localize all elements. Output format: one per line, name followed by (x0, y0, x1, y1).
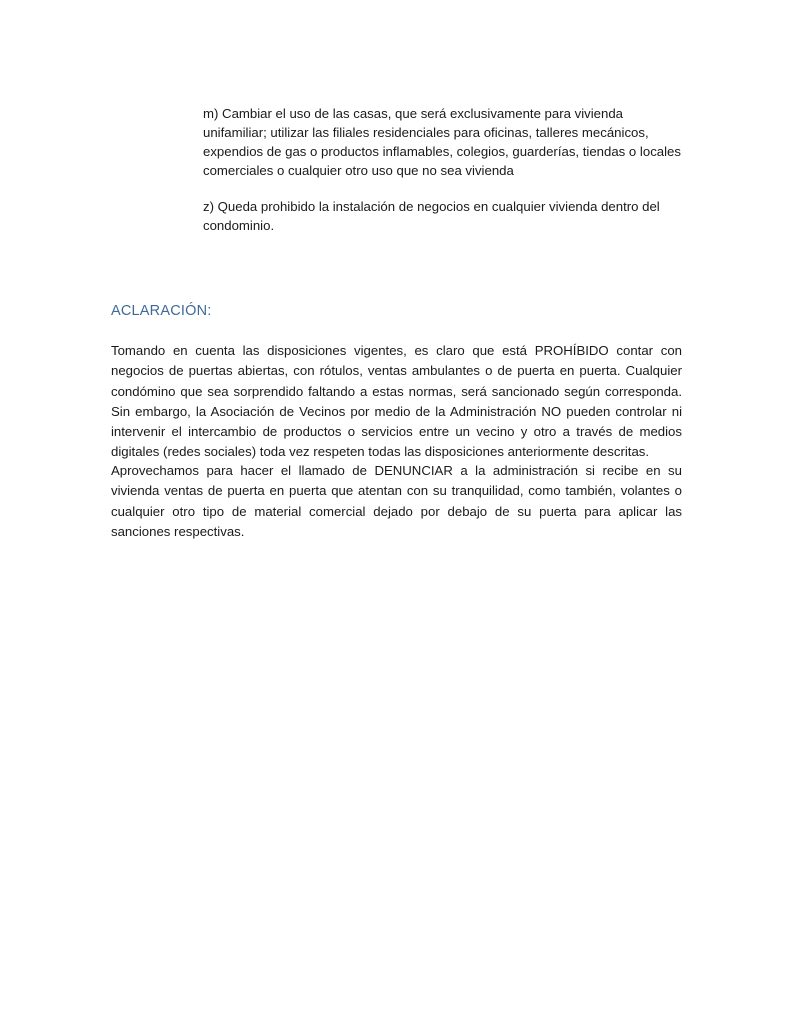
paragraph-aclaracion: Tomando en cuenta las disposiciones vigentes, es claro que está PROHÍBIDO contar con negocios de puertas abiertas, con rótulos, ventas ambulantes o de puerta en puerta. Cualquier condómino que sea sorprendido faltando a estas normas, será sancionado según corresponda. Sin embargo, la Asociación de Vecinos por medio de la Administración NO pueden controlar ni intervenir el intercambio de productos o servicios entre un vecino y otro a través de medios digitales (redes sociales) toda vez respeten todas las disposiciones anteriormente descritas. (111, 343, 682, 460)
paragraph-denunciar: Aprovechamos para hacer el llamado de DENUNCIAR a la administración si recibe en su vivienda ventas de puerta en puerta que atentan con su tranquilidad, como también, volantes o cualquier otro tipo de material comercial dejado por debajo de su puerta para aplicar las sanciones respectivas. (111, 463, 682, 539)
section-heading: ACLARACIÓN: (111, 303, 212, 319)
clause-m: m) Cambiar el uso de las casas, que será exclusivamente para vivienda unifamiliar; utilizar las filiales residenciales para oficinas, talleres mecánicos, expendios de gas o productos inflamables, colegios, guarderías, tiendas o locales comerciales o cualquier otro uso que no sea vivienda (203, 106, 681, 178)
clause-z: z) Queda prohibido la instalación de negocios en cualquier vivienda dentro del condominio. (203, 199, 660, 233)
